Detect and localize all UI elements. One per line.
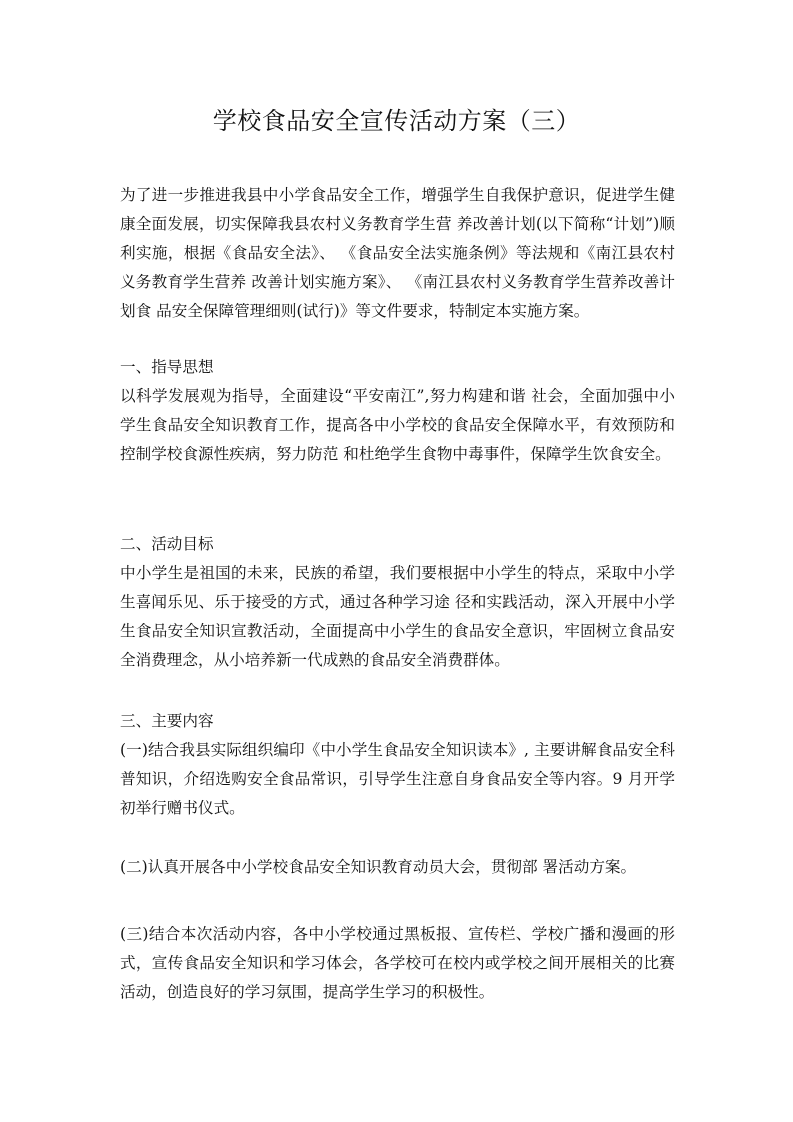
main-content-item-3: (三)结合本次活动内容，各中小学校通过黑板报、宣传栏、学校广播和漫画的形式，宣传食品安全知识和学习体会，各学校可在校内或学校之间开展相关的比赛活动，创造良好的学习氛围，提高学生学习的积极性。	[120, 925, 675, 1001]
section-heading-main-content: 三、主要内容	[120, 712, 214, 730]
main-content-item-2: (二)认真开展各中小学校食品安全知识教育动员大会，贯彻部 署活动方案。	[120, 858, 637, 876]
intro-paragraph: 为了进一步推进我县中小学食品安全工作，增强学生自我保护意识，促进学生健康全面发展，切实保障我县农村义务教育学生营 养改善计划(以下简称“计划”)顺利实施，根据《食品安全法》、 《食品安全法实施条例》等法规和《南江县农村义务教育学生营养 改善计划实施方案》、 《南江县农村义务教育学生营养改善计划食 品安全保障管理细则(试行)》等文件要求，特制定本实施方案。	[120, 186, 675, 320]
section-heading-activity-goals: 二、活动目标	[120, 535, 214, 553]
section-body-guiding-ideology: 以科学发展观为指导，全面建设“平安南江”,努力构建和谐 社会，全面加强中小学生食品安全知识教育工作，提高各中小学校的食品安全保障水平，有效预防和控制学校食源性疾病，努力防范 和杜绝学生食物中毒事件，保障学生饮食安全。	[120, 387, 675, 463]
document-title: 学校食品安全宣传活动方案（三）	[212, 107, 581, 135]
main-content-item-1: (一)结合我县实际组织编印《中小学生食品安全知识读本》, 主要讲解食品安全科普知识，介绍选购安全食品常识，引导学生注意自身食品安全等内容。9 月开学初举行赠书仪式。	[120, 741, 675, 817]
section-body-activity-goals: 中小学生是祖国的未来，民族的希望，我们要根据中小学生的特点，采取中小学生喜闻乐见、乐于接受的方式，通过各种学习途 径和实践活动，深入开展中小学生食品安全知识宣教活动，全面提高中小学生的食品安全意识，牢固树立食品安全消费理念，从小培养新一代成熟的食品安全消费群体。	[120, 564, 675, 669]
section-heading-guiding-ideology: 一、指导思想	[120, 358, 214, 376]
